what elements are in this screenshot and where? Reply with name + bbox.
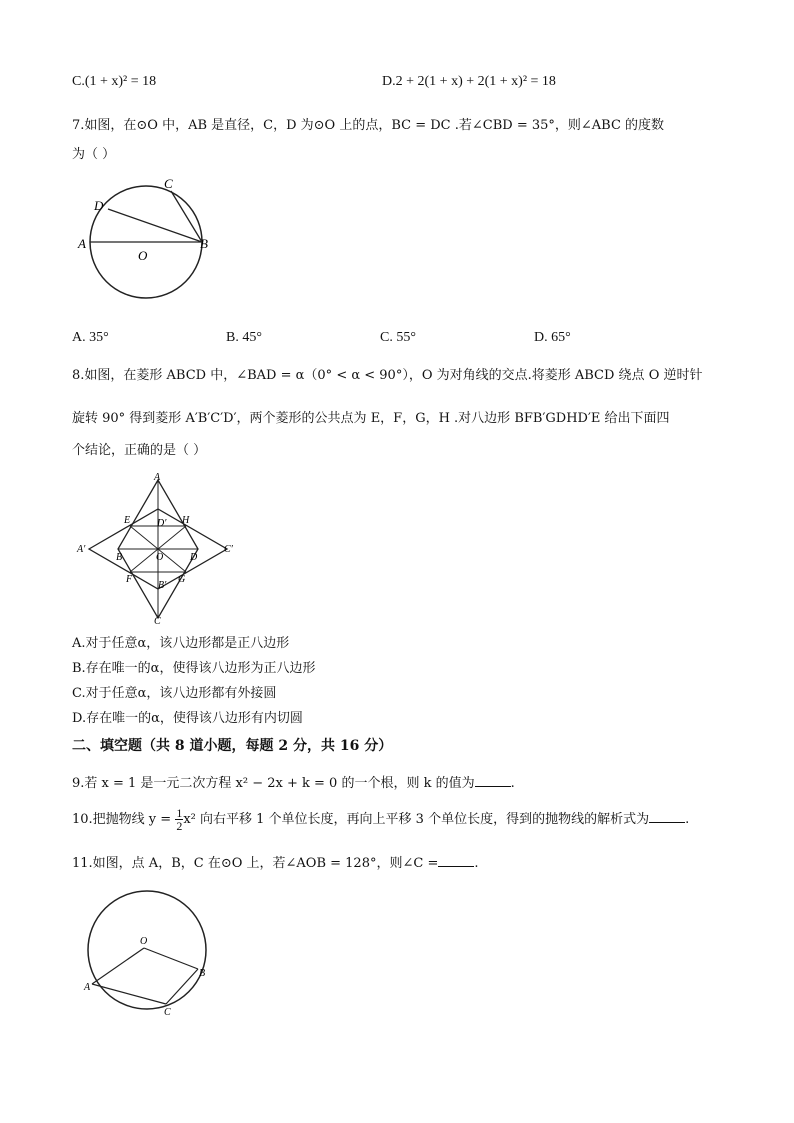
q8-stem-line2: 旋转 90° 得到菱形 A′B′C′D′，两个菱形的公共点为 E，F，G，H .对八边形 BFB′GDHD′E 给出下面四 bbox=[72, 411, 670, 426]
q11-text-after: . bbox=[474, 856, 479, 871]
q11-circle bbox=[88, 891, 206, 1009]
q8-stem-line3: 个结论，正确的是（ ） bbox=[72, 443, 207, 458]
q8-option-a: A.对于任意α，该八边形都是正八边形 bbox=[72, 636, 290, 651]
q7-label-o: O bbox=[138, 248, 148, 263]
q11-answer-blank[interactable] bbox=[438, 852, 474, 867]
q7-label-d: D bbox=[94, 198, 104, 213]
q8-label-c: C bbox=[154, 616, 161, 625]
q8-label-g: G bbox=[178, 574, 186, 585]
q9-answer-blank[interactable] bbox=[475, 772, 511, 787]
q8-label-b-prime: B′ bbox=[158, 580, 167, 591]
q7-label-c: C bbox=[164, 176, 173, 191]
q7-figure bbox=[72, 172, 222, 302]
q11-line-ac bbox=[92, 984, 166, 1004]
q11-line-ob bbox=[144, 948, 198, 969]
q11-label-o: O bbox=[140, 936, 148, 947]
q7-stem-line2: 为（ ） bbox=[72, 147, 116, 162]
q8-label-b: B bbox=[116, 552, 123, 563]
q11-label-c: C bbox=[164, 1007, 171, 1018]
q11-text: 11.如图，点 A，B，C 在⊙O 上，若∠AOB = 128°，则∠C = bbox=[72, 856, 439, 871]
q7-option-c: C. 55° bbox=[380, 330, 416, 345]
q10-text-middle: x² 向右平移 1 个单位长度，再向上平移 3 个单位长度，得到的抛物线的解析式为 bbox=[183, 812, 650, 827]
q7-label-a: A bbox=[78, 236, 86, 251]
q8-label-d-prime: D′ bbox=[157, 518, 167, 529]
q8-option-c: C.对于任意α，该八边形都有外接圆 bbox=[72, 686, 277, 701]
q9-line bbox=[72, 772, 515, 794]
q8-label-a-prime: A′ bbox=[77, 544, 86, 555]
q10-text-before: 10.把抛物线 y = bbox=[72, 812, 172, 827]
q8-label-h: H bbox=[182, 515, 190, 526]
q8-label-d: D bbox=[190, 552, 198, 563]
q8-option-b: B.存在唯一的α，使得该八边形为正八边形 bbox=[72, 661, 316, 676]
q7-option-d: D. 65° bbox=[534, 330, 571, 345]
q6-option-d: D.2 + 2(1 + x) + 2(1 + x)² = 18 bbox=[382, 74, 556, 89]
q10-frac-num: 1 bbox=[176, 806, 183, 820]
q7-stem-line1: 7.如图，在⊙O 中，AB 是直径，C，D 为⊙O 上的点，BC = DC .若∠CBD = 35°，则∠ABC 的度数 bbox=[72, 118, 665, 133]
q8-label-e: E bbox=[124, 515, 131, 526]
q8-label-a: A bbox=[154, 472, 161, 483]
q6-option-c: C.(1 + x)² = 18 bbox=[72, 74, 157, 89]
q11-line bbox=[72, 852, 478, 874]
q7-chord-db bbox=[108, 209, 202, 242]
q11-line-oa bbox=[92, 948, 144, 984]
q8-option-d: D.存在唯一的α，使得该八边形有内切圆 bbox=[72, 711, 303, 726]
q8-stem-line1: 8.如图，在菱形 ABCD 中，∠BAD = α（0° < α < 90°），O 为对角线的交点.将菱形 ABCD 绕点 O 逆时针 bbox=[72, 368, 703, 383]
q7-chord-cb bbox=[171, 191, 202, 242]
q11-label-a: A bbox=[84, 982, 91, 993]
q7-option-b: B. 45° bbox=[226, 330, 262, 345]
q7-option-a: A. 35° bbox=[72, 330, 109, 345]
q8-figure bbox=[72, 470, 242, 625]
section2-heading: 二、填空题（共 8 道小题，每题 2 分，共 16 分） bbox=[72, 738, 393, 754]
q8-label-f: F bbox=[126, 574, 133, 585]
q10-line bbox=[72, 806, 689, 834]
q9-text: 9.若 x = 1 是一元二次方程 x² − 2x + k = 0 的一个根，则 k 的值为 bbox=[72, 776, 475, 791]
q11-label-b: B bbox=[199, 968, 206, 979]
q9-text-after: . bbox=[510, 776, 515, 791]
q10-frac-den: 2 bbox=[176, 819, 183, 833]
q10-text-after: . bbox=[685, 812, 690, 827]
q10-answer-blank[interactable] bbox=[649, 808, 685, 823]
q11-figure bbox=[80, 890, 220, 1020]
q7-label-b: B bbox=[200, 236, 208, 251]
q8-label-c-prime: C′ bbox=[224, 544, 233, 555]
q8-label-o: O bbox=[156, 552, 164, 563]
